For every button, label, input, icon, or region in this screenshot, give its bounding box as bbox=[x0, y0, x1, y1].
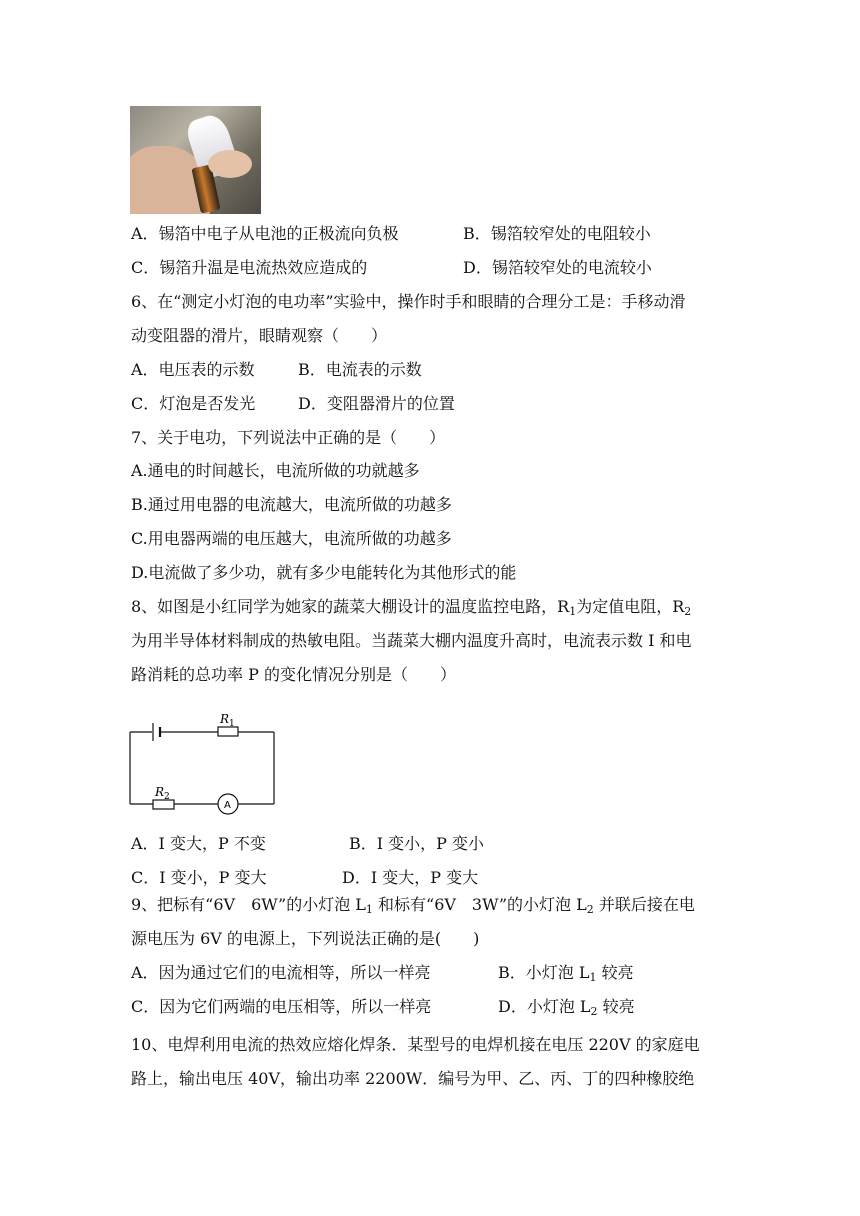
q10-stem-line2: 路上，输出电压 40V，输出功率 2200W．编号为甲、乙、丙、丁的四种橡胶绝 bbox=[131, 1069, 695, 1088]
q6-stem-line1: 6、在“测定小灯泡的电功率”实验中，操作时手和眼睛的合理分工是：手移动滑 bbox=[131, 292, 686, 311]
q8-stem-line2: 为用半导体材料制成的热敏电阻。当蔬菜大棚内温度升高时，电流表示数 I 和电 bbox=[131, 631, 692, 650]
q7-option-c: C.用电器两端的电压越大，电流所做的功越多 bbox=[131, 529, 452, 548]
q8-option-b: B．I 变小，P 变小 bbox=[349, 834, 485, 853]
r2-label: $R_2$ bbox=[155, 785, 170, 802]
q7-option-a: A.通电的时间越长，电流所做的功就越多 bbox=[131, 461, 420, 480]
q6-option-c: C．灯泡是否发光 bbox=[131, 394, 256, 413]
q8-option-a: A．I 变大，P 不变 bbox=[131, 834, 266, 853]
q9-stem-line2: 源电压为 6V 的电源上，下列说法正确的是( ) bbox=[131, 929, 480, 948]
q8-option-c: C．I 变小，P 变大 bbox=[131, 868, 267, 887]
q7-option-d: D.电流做了多少功，就有多少电能转化为其他形式的能 bbox=[131, 563, 517, 582]
q5-option-b: B．锡箔较窄处的电阻较小 bbox=[463, 224, 651, 243]
q8-option-d: D．I 变大，P 变大 bbox=[342, 868, 479, 887]
q6-option-b: B．电流表的示数 bbox=[298, 360, 422, 379]
q7-stem: 7、关于电功，下列说法中正确的是（ ） bbox=[131, 428, 446, 447]
q5-option-a: A．锡箔中电子从电池的正极流向负极 bbox=[131, 224, 399, 243]
q8-stem-line3: 路消耗的总功率 P 的变化情况分别是（ ） bbox=[131, 665, 456, 684]
r1-label: $R_1$ bbox=[220, 712, 235, 729]
q5-option-d: D．锡箔较窄处的电流较小 bbox=[463, 258, 652, 277]
circuit-diagram bbox=[120, 706, 290, 816]
q7-option-b: B.通过用电器的电流越大，电流所做的功越多 bbox=[131, 495, 452, 514]
q9-option-a: A．因为通过它们的电流相等，所以一样亮 bbox=[131, 963, 431, 982]
q10-stem-line1: 10、电焊利用电流的热效应熔化焊条．某型号的电焊机接在电压 220V 的家庭电 bbox=[131, 1035, 700, 1054]
tinfoil-battery-photo bbox=[130, 106, 261, 214]
q6-option-a: A．电压表的示数 bbox=[131, 360, 255, 379]
q8-stem-line1: 8、如图是小红同学为她家的蔬菜大棚设计的温度监控电路，$R_1$为定值电阻，$R_2$ bbox=[131, 597, 692, 618]
q5-option-c: C．锡箔升温是电流热效应造成的 bbox=[131, 258, 368, 277]
ammeter-label: A bbox=[224, 800, 231, 811]
q9-stem-line1: 9、把标有“6V 6W”的小灯泡 $L_1$ 和标有“6V 3W”的小灯泡 $L_2$ 并联后接在电 bbox=[131, 895, 695, 916]
q6-option-d: D．变阻器滑片的位置 bbox=[298, 394, 455, 413]
q6-stem-line2: 动变阻器的滑片，眼睛观察（ ） bbox=[131, 326, 388, 345]
q9-option-b: B．小灯泡 $L_1$ 较亮 bbox=[498, 963, 634, 984]
q9-option-c: C．因为它们两端的电压相等，所以一样亮 bbox=[131, 997, 432, 1016]
resistor-r1 bbox=[218, 727, 238, 736]
q9-option-d: D．小灯泡 $L_2$ 较亮 bbox=[498, 997, 635, 1018]
